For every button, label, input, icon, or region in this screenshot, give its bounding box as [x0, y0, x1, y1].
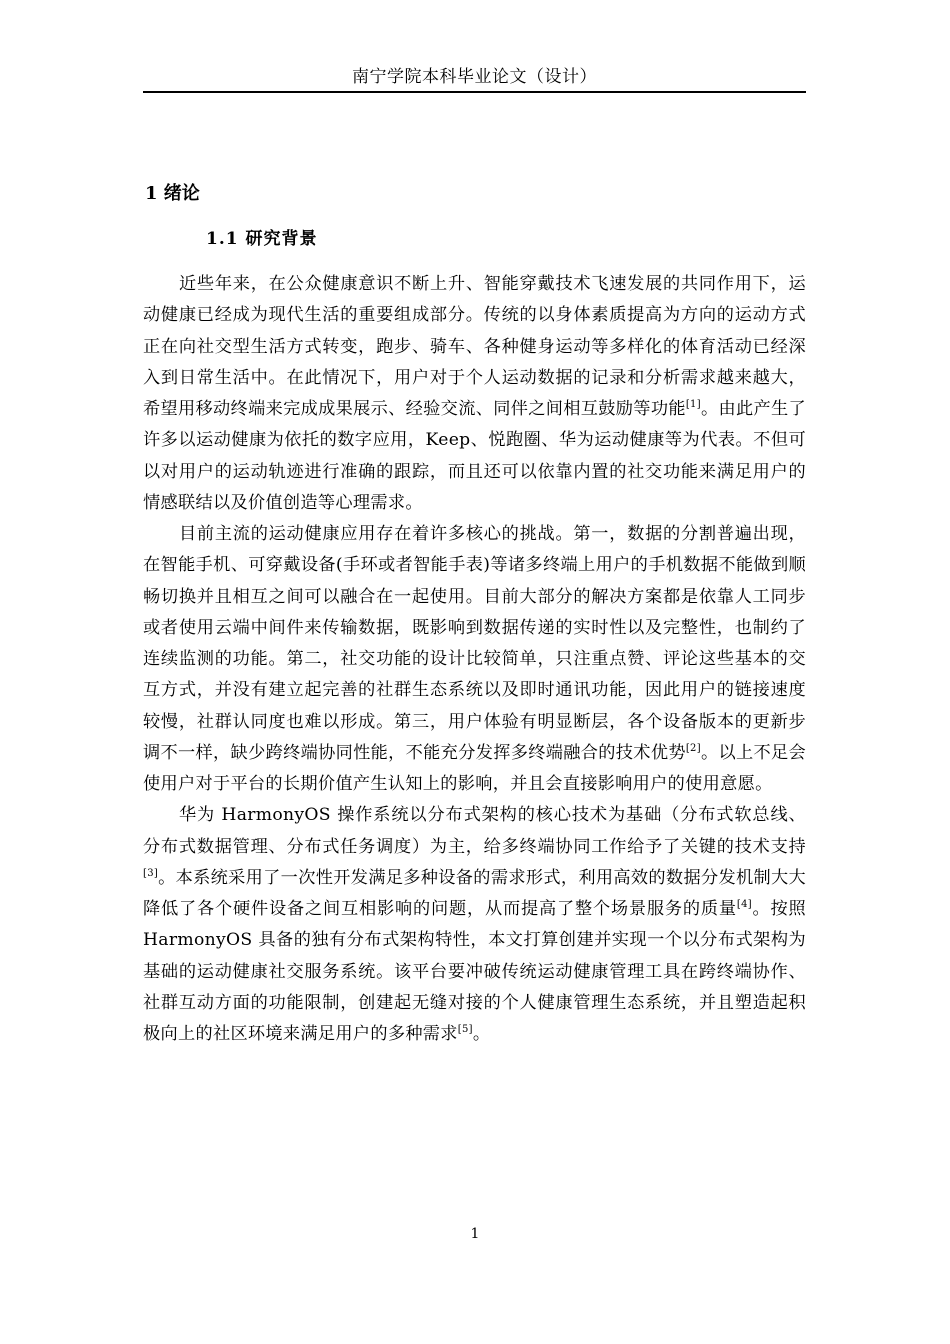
paragraph-2 [143, 519, 806, 800]
paragraph-text: 华为 HarmonyOS 操作系统以分布式架构的核心技术为基础（分布式软总线、分布式数据管理、分布式任务调度）为主，给多终端协同工作给予了关键的技术支持 [143, 805, 806, 857]
paragraph-3 [143, 800, 806, 1050]
citation-ref: [2] [685, 742, 701, 754]
paragraph-text: 目前主流的运动健康应用存在着许多核心的挑战。第一，数据的分割普遍出现，在智能手机、可穿戴设备(手环或者智能手表)等诸多终端上用户的手机数据不能做到顺畅切换并且相互之间可以融合在一起使用。目前大部分的解决方案都是依靠人工同步或者使用云端中间件来传输数据，既影响到数据传递的实时性以及完整性，也制约了连续监测的功能。第二，社交功能的设计比较简单，只注重点赞、评论这些基本的交互方式，并没有建立起完善的社群生态系统以及即时通讯功能，因此用户的链接速度较慢，社群认同度也难以形成。第三，用户体验有明显断层，各个设备版本的更新步调不一样，缺少跨终端协同性能，不能充分发挥多终端融合的技术优势 [143, 524, 806, 763]
section-title: 1.1 研究背景 [206, 229, 318, 249]
chapter-title: 1 绪论 [145, 183, 200, 204]
paragraph-text: 。按照 HarmonyOS 具备的独有分布式架构特性，本文打算创建并实现一个以分布式架构为基础的运动健康社交服务系统。该平台要冲破传统运动健康管理工具在跨终端协作、社群互动方面的功能限制，创建起无缝对接的个人健康管理生态系统，并且塑造起积极向上的社区环境来满足用户的多种需求 [143, 899, 806, 1044]
paragraph-text: 近些年来，在公众健康意识不断上升、智能穿戴技术飞速发展的共同作用下，运动健康已经成为现代生活的重要组成部分。传统的以身体素质提高为方向的运动方式正在向社交型生活方式转变，跑步、骑车、各种健身运动等多样化的体育活动已经深入到日常生活中。在此情况下，用户对于个人运动数据的记录和分析需求越来越大，希望用移动终端来完成成果展示、经验交流、同伴之间相互鼓励等功能 [143, 274, 806, 419]
body-text [143, 269, 806, 1050]
paragraph-text: 。由此产生了许多以运动健康为依托的数字应用，Keep、悦跑圈、华为运动健康等为代表。不但可以对用户的运动轨迹进行准确的跟踪，而且还可以依靠内置的社交功能来满足用户的情感联结以及价值创造等心理需求。 [143, 399, 806, 513]
page-number: 1 [470, 1226, 480, 1242]
paragraph-text: 。本系统采用了一次性开发满足多种设备的需求形式，利用高效的数据分发机制大大降低了各个硬件设备之间互相影响的问题，从而提高了整个场景服务的质量 [143, 867, 806, 919]
paragraph-text: 。以上不足会使用户对于平台的长期价值产生认知上的影响，并且会直接影响用户的使用意愿。 [143, 742, 806, 794]
citation-ref: [3] [143, 867, 159, 879]
citation-ref: [1] [685, 399, 701, 410]
paragraph-text: 。 [472, 1024, 491, 1044]
citation-ref: [5] [457, 1024, 473, 1035]
page-header: 南宁学院本科毕业论文（设计） [143, 64, 806, 93]
paragraph-1 [143, 269, 806, 519]
citation-ref: [4] [736, 899, 752, 910]
